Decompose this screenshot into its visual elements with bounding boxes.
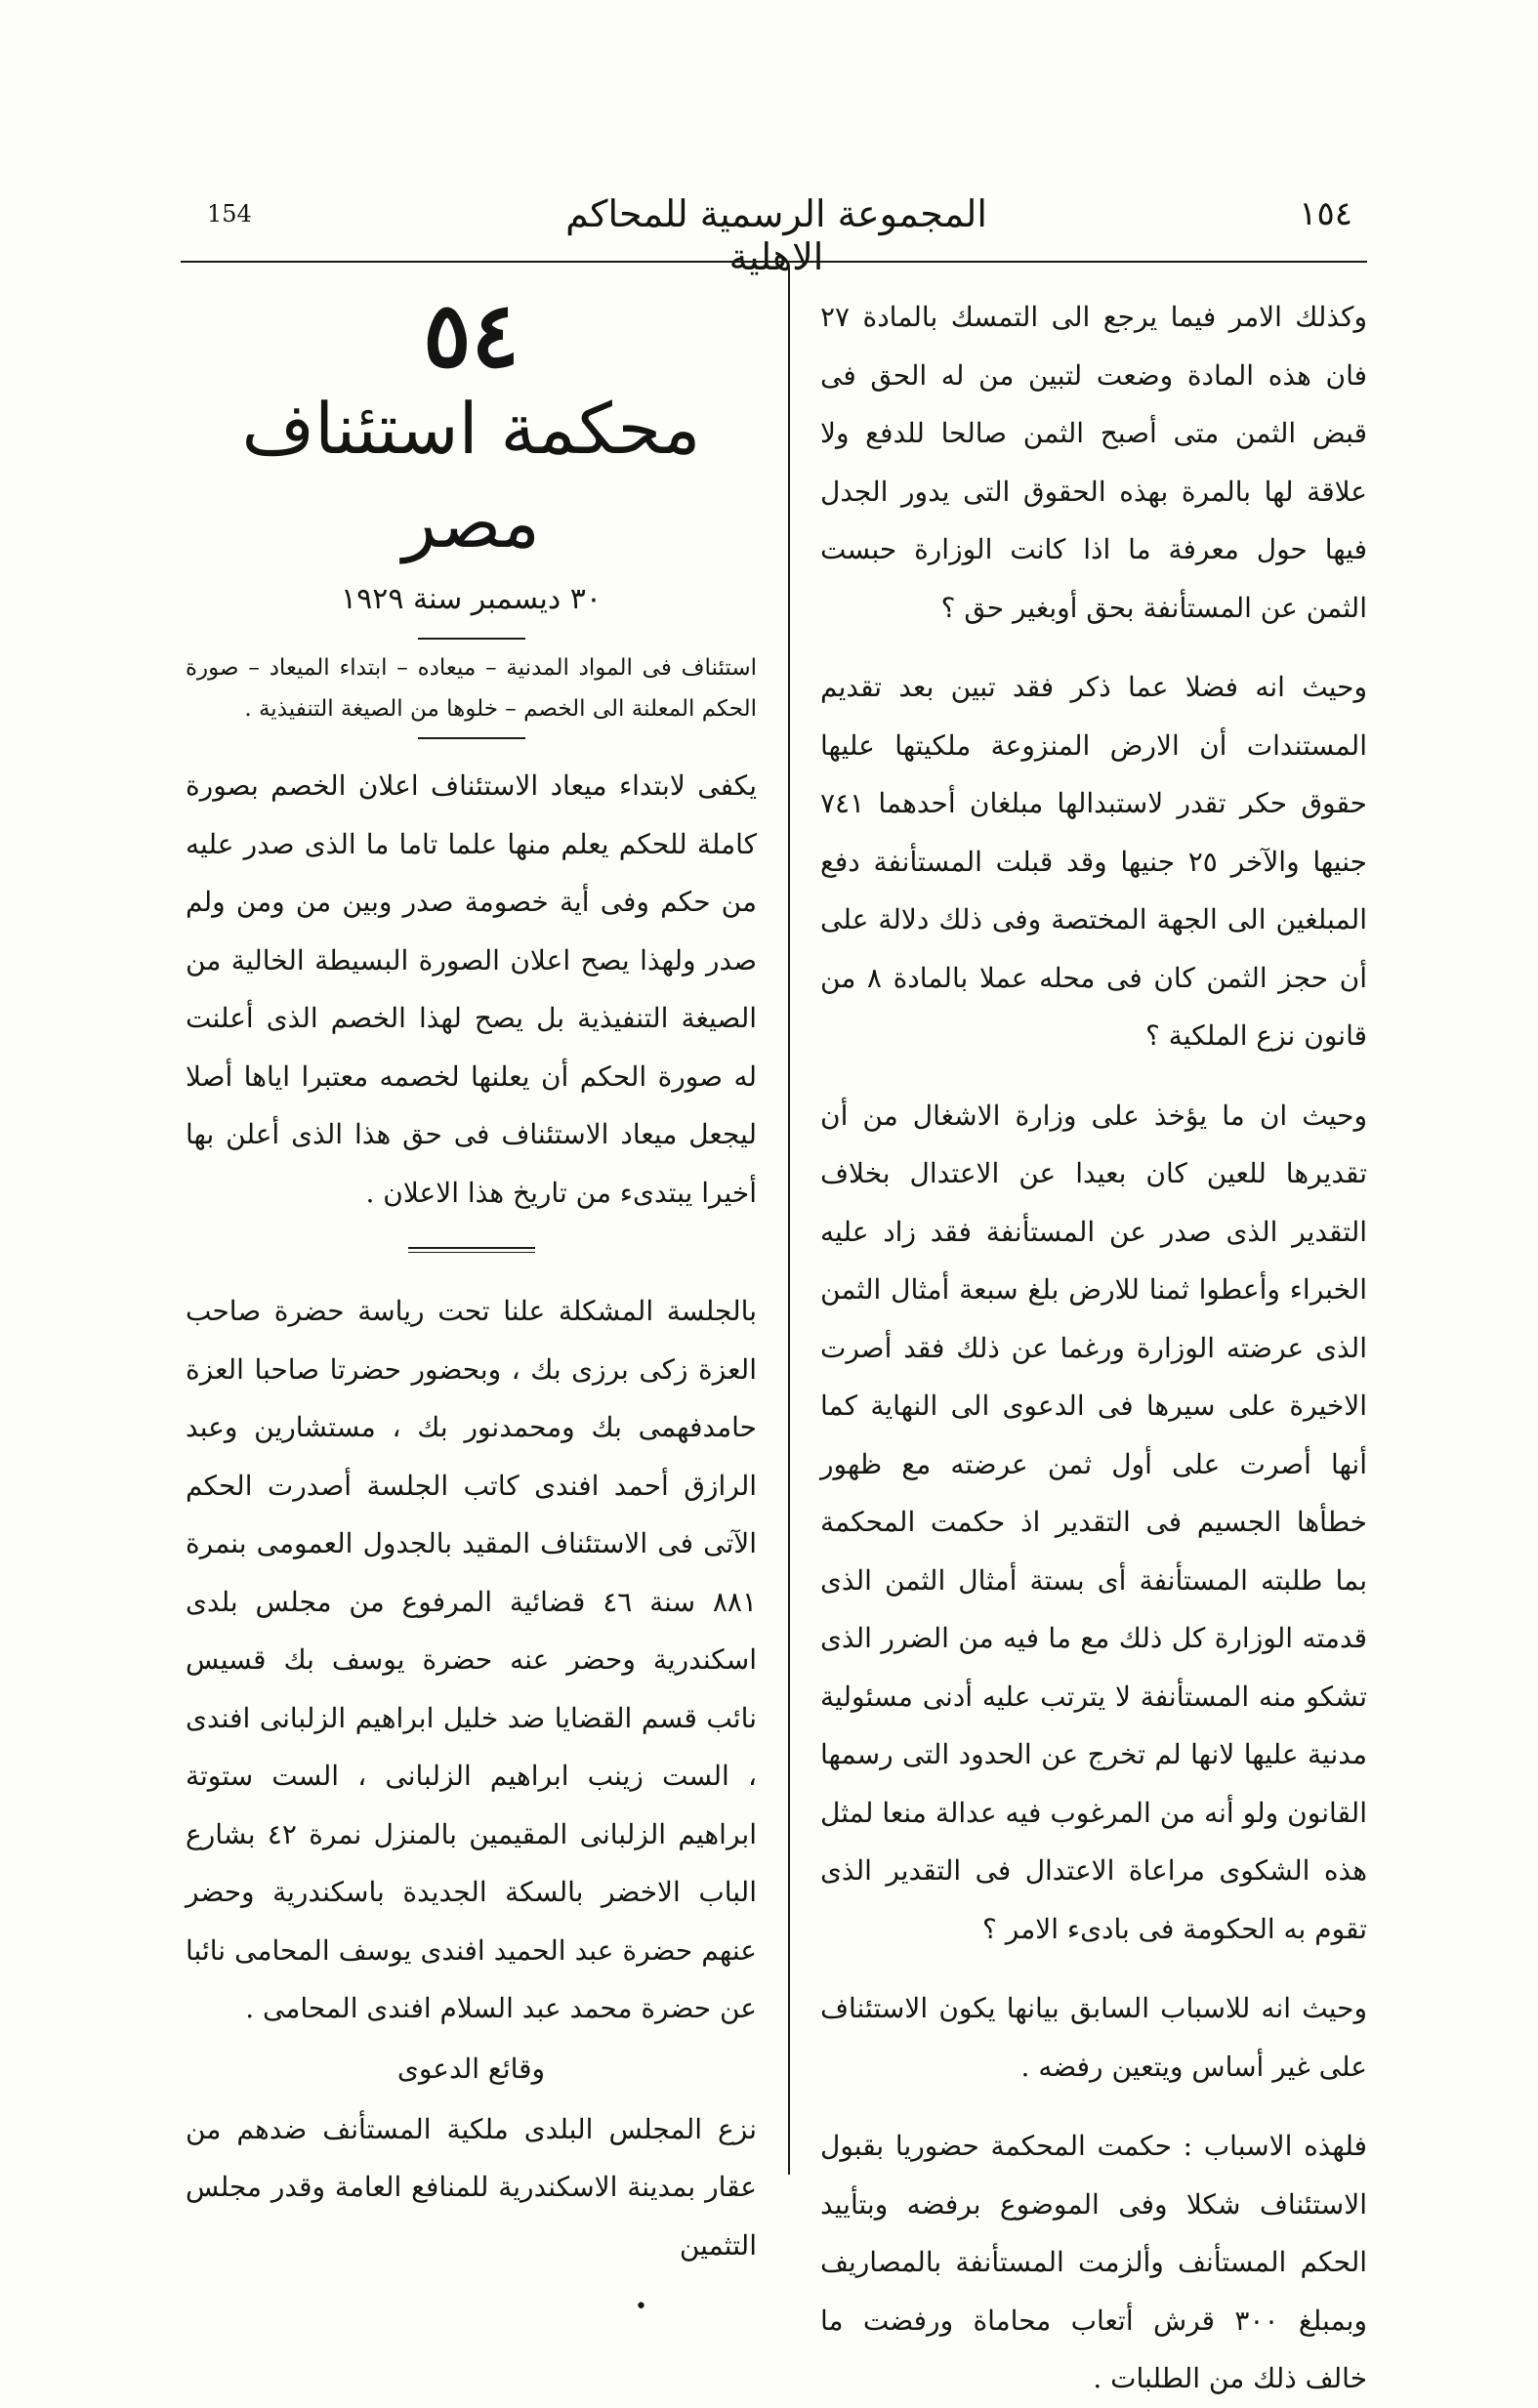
left-column <box>186 282 757 2274</box>
short-rule <box>418 737 525 739</box>
right-column <box>820 288 1367 2408</box>
case-summary: استئناف فى المواد المدنية – ميعاده – ابتداء الميعاد – صورة الحكم المعلنة الى الخصم – خلوها من الصيغة التنفيذية . <box>186 655 757 722</box>
judgment-paragraph: وحيث ان ما يؤخذ على وزارة الاشغال من أن تقديرها للعين كان بعيدا عن الاعتدال بخلاف التقدير الذى صدر عن المستأنفة فقد زاد عليه الخبراء وأعطوا ثمنا للارض بلغ سبعة أمثال الثمن الذى عرضته الوزارة ورغما عن ذلك فقد أصرت الاخيرة على سيرها فى الدعوى الى النهاية كما أنها أصرت على أول ثمن عرضته مع ظهور خطأها الجسيم فى التقدير اذ حكمت المحكمة بما طلبته المستأنفة أى بستة أمثال الثمن الذى قدمته الوزارة كل ذلك مع ما فيه من الضرر الذى تشكو منه المستأنفة لا يترتب عليه أدنى مسئولية مدنية عليها لانها لم تخرج عن الحدود التى رسمها القانون ولو أنه من المرغوب فيه عدالة منعا لمثل هذه الشكوى مراعاة الاعتدال فى التقدير الذى تقوم به الحكومة فى بادىء الامر ؟ <box>820 1099 1367 1945</box>
legal-principle: يكفى لابتداء ميعاد الاستئناف اعلان الخصم بصورة كاملة للحكم يعلم منها علما تاما ما الذى صدر عليه من حكم وفى أية خصومة صدر وبين من ومن ولم صدر ولهذا يصح اعلان الصورة البسيطة الخالية من الصيغة التنفيذية بل يصح لهذا الخصم الذى أعلنت له صورة الحكم أن يعلنها لخصمه معتبرا اياها أصلا ليجعل ميعاد الاستئناف فى حق هذا الذى أعلن بها أخيرا يبتدىء من تاريخ هذا الاعلان . <box>186 769 757 1209</box>
section-separator <box>408 1247 535 1253</box>
case-number: ٥٤ <box>423 282 520 388</box>
judgment-operative-part: فلهذه الاسباب : حكمت المحكمة حضوريا بقبول الاستئناف شكلا وفى الموضوع برفضه وبتأييد الحكم المستأنف وألزمت المستأنفة بالمصاريف وبمبلغ ٣٠٠ قرش أتعاب محاماة ورفضت ما خالف ذلك من الطلبات . <box>820 2130 1367 2394</box>
header-rule <box>181 261 1367 263</box>
facts-heading: وقائع الدعوى <box>396 2052 546 2085</box>
page-header <box>0 181 1538 278</box>
column-divider <box>788 266 790 2175</box>
page-number-latin: 154 <box>207 200 252 228</box>
facts-paragraph: نزع المجلس البلدى ملكية المستأنف ضدهم من عقار بمدينة الاسكندرية للمنافع العامة وقدر مجلس التثمين <box>186 2112 757 2262</box>
short-rule <box>418 638 525 640</box>
running-title: المجموعة الرسمية للمحاكم الاهلية <box>565 192 987 278</box>
print-mark: • <box>635 2295 647 2319</box>
page-number-arabic: ١٥٤ <box>1299 194 1352 233</box>
session-paragraph: بالجلسة المشكلة علنا تحت رياسة حضرة صاحب العزة زكى برزى بك ، وبحضور حضرتا صاحبا العزة حامدفهمى بك ومحمدنور بك ، مستشارين وعبد الرازق أحمد افندى كاتب الجلسة أصدرت الحكم الآتى فى الاستئناف المقيد بالجدول العمومى بنمرة ٨٨١ سنة ٤٦ قضائية المرفوع من مجلس بلدى اسكندرية وحضر عنه حضرة يوسف بك قسيس نائب قسم القضايا ضد خليل ابراهيم الزلبانى افندى ، الست زينب ابراهيم الزلبانى ، الست ستوتة ابراهيم الزلبانى المقيمين بالمنزل نمرة ٤٢ بشارع الباب الاخضر بالسكة الجديدة باسكندرية وحضر عنهم حضرة عبد الحميد افندى يوسف المحامى نائبا عن حضرة محمد عبد السلام افندى المحامى . <box>186 1295 757 2024</box>
judgment-paragraph: وكذلك الامر فيما يرجع الى التمسك بالمادة ٢٧ فان هذه المادة وضعت لتبين من له الحق فى قبض الثمن متى أصبح الثمن صالحا للدفع ولا علاقة لها بالمرة بهذه الحقوق التى يدور الجدل فيها حول معرفة ما اذا كانت الوزارة حبست الثمن عن المستأنفة بحق أوبغير حق ؟ <box>820 301 1367 624</box>
judgment-paragraph: وحيث انه للاسباب السابق بيانها يكون الاستئناف على غير أساس ويتعين رفضه . <box>820 1992 1367 2083</box>
court-name: محكمة استئناف مصر <box>241 388 701 563</box>
judgment-paragraph: وحيث انه فضلا عما ذكر فقد تبين بعد تقديم المستندات أن الارض المنزوعة ملكيتها عليها حقوق حكر تقدر لاستبدالها مبلغان أحدهما ٧٤١ جنيها والآخر ٢٥ جنيها وقد قبلت المستأنفة دفع المبلغين الى الجهة المختصة وفى ذلك دلالة على أن حجز الثمن كان فى محله عملا بالمادة ٨ من قانون نزع الملكية ؟ <box>820 671 1368 1052</box>
case-date: ٣٠ ديسمبر سنة ١٩٢٩ <box>341 582 602 616</box>
